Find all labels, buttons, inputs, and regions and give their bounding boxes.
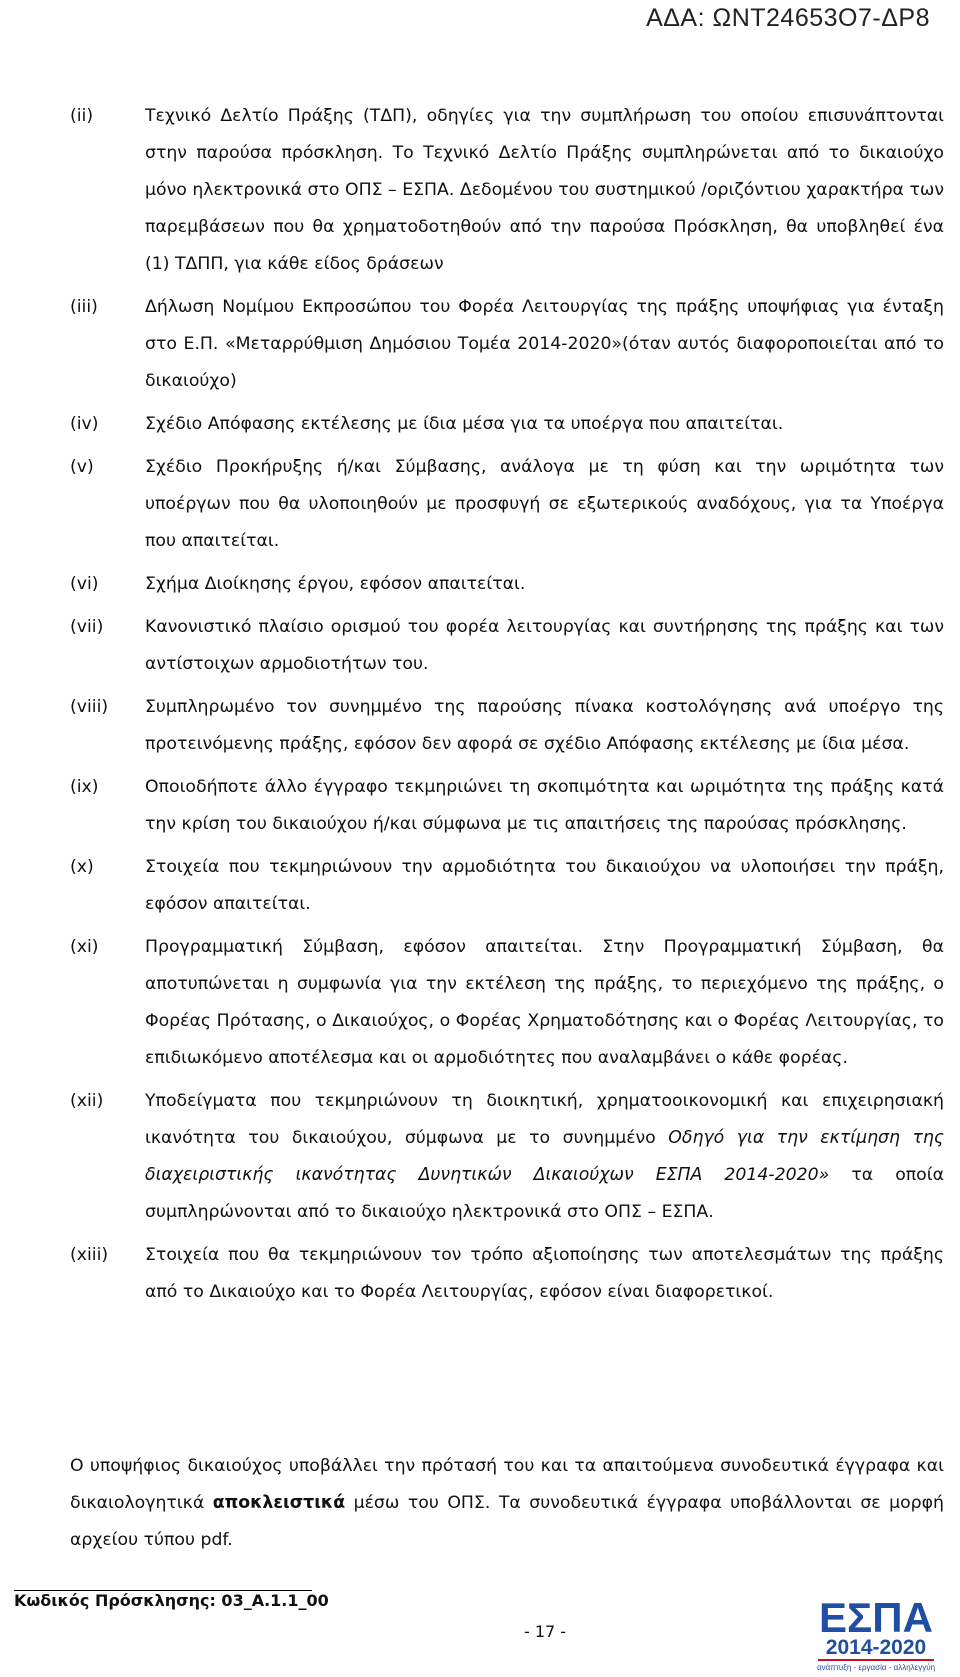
item-text: Στοιχεία που θα τεκμηριώνουν τον τρόπο αξιοποίησης των αποτελεσμάτων της πράξης από το Δικαιούχο και το Φορέα Λειτουργίας, εφόσον είναι διαφορετικοί. (145, 1245, 944, 1302)
item-number: (xii) (70, 1091, 104, 1111)
item-text: Προγραμματική Σύμβαση, εφόσον απαιτείται. Στην Προγραμματική Σύμβαση, θα αποτυπώνεται η συμφωνία για την εκτέλεση της πράξης, το περιεχόμενο της πράξης, ο Φορέας Πρότασης, ο Δικαιούχος, ο Φορέας Χρηματοδότησης και ο Φορέας Λειτουργίας, το επιδιωκόμενο αποτέλεσμα και οι αρμοδιότητες που αναλαμβάνει ο κάθε φορέας. (145, 937, 944, 1068)
ada-identifier: ΑΔΑ: ΩΝΤ24653Ο7-ΔΡ8 (646, 4, 930, 32)
item-text: Κανονιστικό πλαίσιο ορισμού του φορέα λειτουργίας και συντήρησης της πράξης και των αντίστοιχων αρμοδιοτήτων του. (145, 617, 944, 674)
item-text: Σχέδιο Απόφασης εκτέλεσης με ίδια μέσα για τα υποέργα που απαιτείται. (145, 414, 784, 434)
item-number: (viii) (70, 697, 109, 717)
page-number: - 17 - (524, 1622, 567, 1641)
logo-tagline: ανάπτυξη - εργασία - αλληλεγγύη (816, 1663, 936, 1672)
item-text: Στοιχεία που τεκμηριώνουν την αρμοδιότητα του δικαιούχου να υλοποιήσει την πράξη, εφόσον απαιτείται. (145, 857, 944, 914)
item-number: (iv) (70, 414, 99, 434)
item-text: Οποιοδήποτε άλλο έγγραφο τεκμηριώνει τη σκοπιμότητα και ωριμότητα της πράξης κατά την κρίση του δικαιούχου ή/και σύμφωνα με τις απαιτήσεις της παρούσας πρόσκλησης. (145, 777, 944, 834)
closing-text-tail: μέσω του ΟΠΣ. Τα συνοδευτικά έγγραφα υποβάλλονται σε μορφή αρχείου τύπου pdf. (70, 1493, 945, 1550)
list-item (70, 689, 944, 769)
list-item (70, 849, 944, 929)
item-text: Δήλωση Νομίμου Εκπροσώπου του Φορέα Λειτουργίας της πράξης υποψήφιας για ένταξη στο Ε.Π. «Μεταρρύθμιση Δημόσιου Τομέα 2014-2020»(όταν αυτός διαφοροποιείται από το δικαιούχο) (145, 297, 944, 391)
list-item (70, 566, 944, 609)
list-item (70, 609, 944, 689)
closing-paragraph (70, 1448, 944, 1559)
item-number: (v) (70, 457, 94, 477)
call-code: Κωδικός Πρόσκλησης: 03_Α.1.1_00 (14, 1591, 329, 1610)
item-number: (vii) (70, 617, 104, 637)
item-text-tail: τα οποία συμπληρώνονται από το δικαιούχο ηλεκτρονικά στο ΟΠΣ – ΕΣΠΑ. (145, 1165, 944, 1222)
list-item (70, 1083, 944, 1237)
list-item (70, 1237, 944, 1311)
item-text: Τεχνικό Δελτίο Πράξης (ΤΔΠ), οδηγίες για την συμπλήρωση του οποίου επισυνάπτονται στην παρούσα πρόσκληση. Το Τεχνικό Δελτίο Πράξης συμπληρώνεται από το δικαιούχο μόνο ηλεκτρονικά στο ΟΠΣ – ΕΣΠΑ. Δεδομένου του συστημικού /οριζόντιου χαρακτήρα των παρεμβάσεων που θα χρηματοδοτηθούν από την παρούσα Πρόσκληση, θα υποβληθεί ένα (1) ΤΔΠΠ, για κάθε είδος δράσεων (145, 106, 944, 274)
logo-years: 2014-2020 (825, 1636, 927, 1659)
item-number: (iii) (70, 297, 98, 317)
list-item (70, 98, 944, 289)
closing-bold-word: αποκλειστικά (212, 1493, 346, 1513)
list-item (70, 929, 944, 1083)
logo-title: ΕΣΠΑ (819, 1595, 933, 1641)
attachments-list (70, 98, 944, 1311)
list-item (70, 406, 944, 449)
list-item (70, 769, 944, 849)
item-text: Σχήμα Διοίκησης έργου, εφόσον απαιτείται. (145, 574, 526, 594)
espa-logo (814, 1595, 944, 1673)
item-text (145, 1083, 944, 1231)
item-number: (xi) (70, 937, 99, 957)
item-number: (vi) (70, 574, 99, 594)
item-text: Συμπληρωμένο τον συνημμένο της παρούσης πίνακα κοστολόγησης ανά υποέργο της προτεινόμενης πράξης, εφόσον δεν αφορά σε σχέδιο Απόφασης εκτέλεσης με ίδια μέσα. (145, 697, 944, 754)
list-item (70, 449, 944, 566)
item-number: (ii) (70, 106, 94, 126)
item-text-lead: Υποδείγματα που τεκμηριώνουν τη διοικητική, χρηματοοικονομική και επιχειρησιακή ικανότητα του δικαιούχου, σύμφωνα με το συνημμένο (145, 1091, 944, 1148)
logo-red-rule (818, 1659, 934, 1661)
closing-text-lead: Ο υποψήφιος δικαιούχος υποβάλλει την πρότασή του και τα απαιτούμενα συνοδευτικά έγγραφα και δικαιολογητικά (70, 1456, 944, 1513)
item-number: (x) (70, 857, 94, 877)
list-item (70, 289, 944, 406)
item-number: (ix) (70, 777, 99, 797)
guide-title-italic: Οδηγό για την εκτίμηση της διαχειριστικής ικανότητας Δυνητικών Δικαιούχων ΕΣΠΑ 2014-2020» (145, 1128, 944, 1185)
item-number: (xiii) (70, 1245, 109, 1265)
item-text: Σχέδιο Προκήρυξης ή/και Σύμβασης, ανάλογα με τη φύση και την ωριμότητα των υποέργων που θα υλοποιηθούν με προσφυγή σε εξωτερικούς αναδόχους, για τα Υποέργα που απαιτείται. (145, 457, 944, 551)
